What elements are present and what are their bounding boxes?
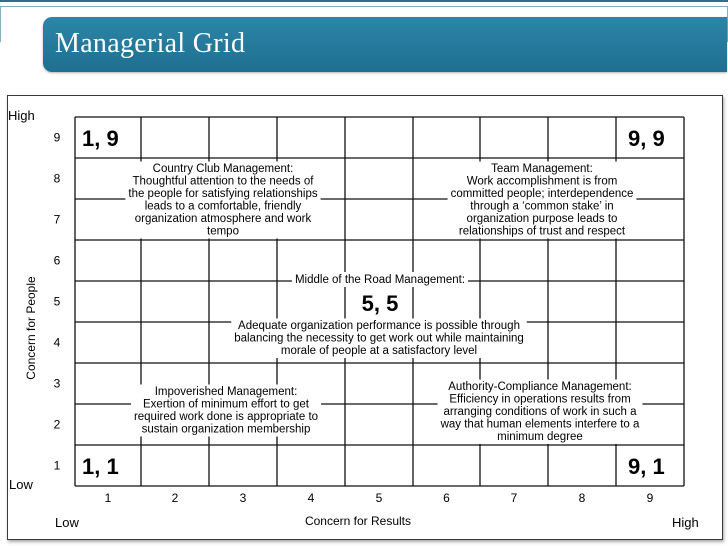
x-tick-label: 8 [578, 491, 586, 505]
country-club-description-line: leads to a comfortable, friendly [144, 200, 302, 213]
x-tick-label: 9 [646, 491, 654, 505]
authority-compliance-description [438, 380, 643, 445]
team-management-description-line: Work accomplishment is from [466, 175, 618, 188]
country-club-description-line: Thoughtful attention to the needs of [132, 175, 314, 188]
team-management-description-line: committed people; interdependence [450, 188, 634, 200]
team-management-description [448, 162, 637, 239]
y-tick-label: 4 [53, 335, 61, 350]
country-club-description-line: the people for satisfying relationships [128, 188, 318, 200]
y-tick-labels [54, 131, 61, 473]
x-tick-label: 6 [443, 491, 450, 505]
x-axis-low-label: Low [55, 515, 79, 530]
x-tick-label: 3 [239, 491, 247, 505]
y-tick-label: 1 [53, 458, 61, 473]
y-tick-label: 6 [53, 253, 61, 268]
y-axis-high-label: High [8, 108, 35, 123]
impoverished-description [131, 385, 321, 437]
x-tick-label: 5 [375, 491, 383, 505]
middle-of-road-description [231, 319, 527, 359]
team-management-description-line: organization purpose leads to [466, 213, 618, 225]
y-tick-label: 2 [53, 417, 61, 432]
center-label-5-5: 5, 5 [361, 291, 399, 316]
authority-compliance-description-line: Authority-Compliance Management: [448, 381, 632, 393]
middle-of-road-title-line: Middle of the Road Management: [294, 274, 466, 286]
y-tick-label: 5 [53, 294, 61, 309]
authority-compliance-description-line: arranging conditions of work in such a [443, 406, 637, 418]
corner-label-9-1: 9, 1 [628, 454, 665, 479]
x-tick-label: 7 [510, 491, 518, 505]
country-club-description [125, 162, 320, 239]
team-management-description-line: relationships of trust and respect [458, 225, 626, 238]
x-axis-high-label: High [672, 515, 699, 530]
impoverished-description-line: Exertion of minimum effort to get [143, 398, 309, 411]
y-tick-label: 7 [53, 212, 61, 227]
impoverished-description-line: required work done is appropriate to [133, 411, 319, 423]
corner-label-9-9: 9, 9 [628, 126, 665, 151]
x-tick-label: 1 [104, 491, 112, 505]
y-axis-low-label: Low [9, 477, 33, 492]
slide-title: Managerial Grid [55, 28, 246, 59]
impoverished-description-line: sustain organization membership [141, 423, 311, 436]
authority-compliance-description-line: Efficiency in operations results from [449, 393, 631, 406]
authority-compliance-description-line: way that human elements interfere to a [440, 418, 640, 431]
team-management-description-line: through a ‘common stake’ in [470, 200, 614, 213]
middle-of-road-title [292, 272, 468, 287]
x-axis-title: Concern for Results [304, 514, 412, 528]
country-club-description-line: tempo [207, 225, 239, 238]
y-tick-label: 3 [53, 376, 61, 391]
y-axis-title: Concern for People [24, 276, 38, 380]
impoverished-description-line: Impoverished Management: [154, 386, 298, 398]
authority-compliance-description-line: minimum degree [497, 431, 583, 443]
middle-of-road-description-line: Adequate organization performance is possible through [238, 320, 520, 332]
x-tick-labels [105, 491, 654, 505]
corner-label-1-9: 1, 9 [82, 126, 119, 151]
team-management-description-line: Team Management: [491, 163, 593, 175]
x-tick-label: 2 [171, 491, 179, 505]
middle-of-road-description-line: morale of people at a satisfactory level [280, 345, 478, 357]
corner-label-1-1: 1, 1 [82, 454, 119, 479]
y-tick-label: 9 [53, 130, 61, 145]
country-club-description-line: organization atmosphere and work [134, 213, 312, 225]
middle-of-road-description-line: balancing the necessity to get work out while maintaining [234, 332, 524, 345]
country-club-description-line: Country Club Management: [152, 163, 294, 175]
x-tick-label: 4 [307, 491, 315, 505]
y-tick-label: 8 [53, 171, 61, 186]
